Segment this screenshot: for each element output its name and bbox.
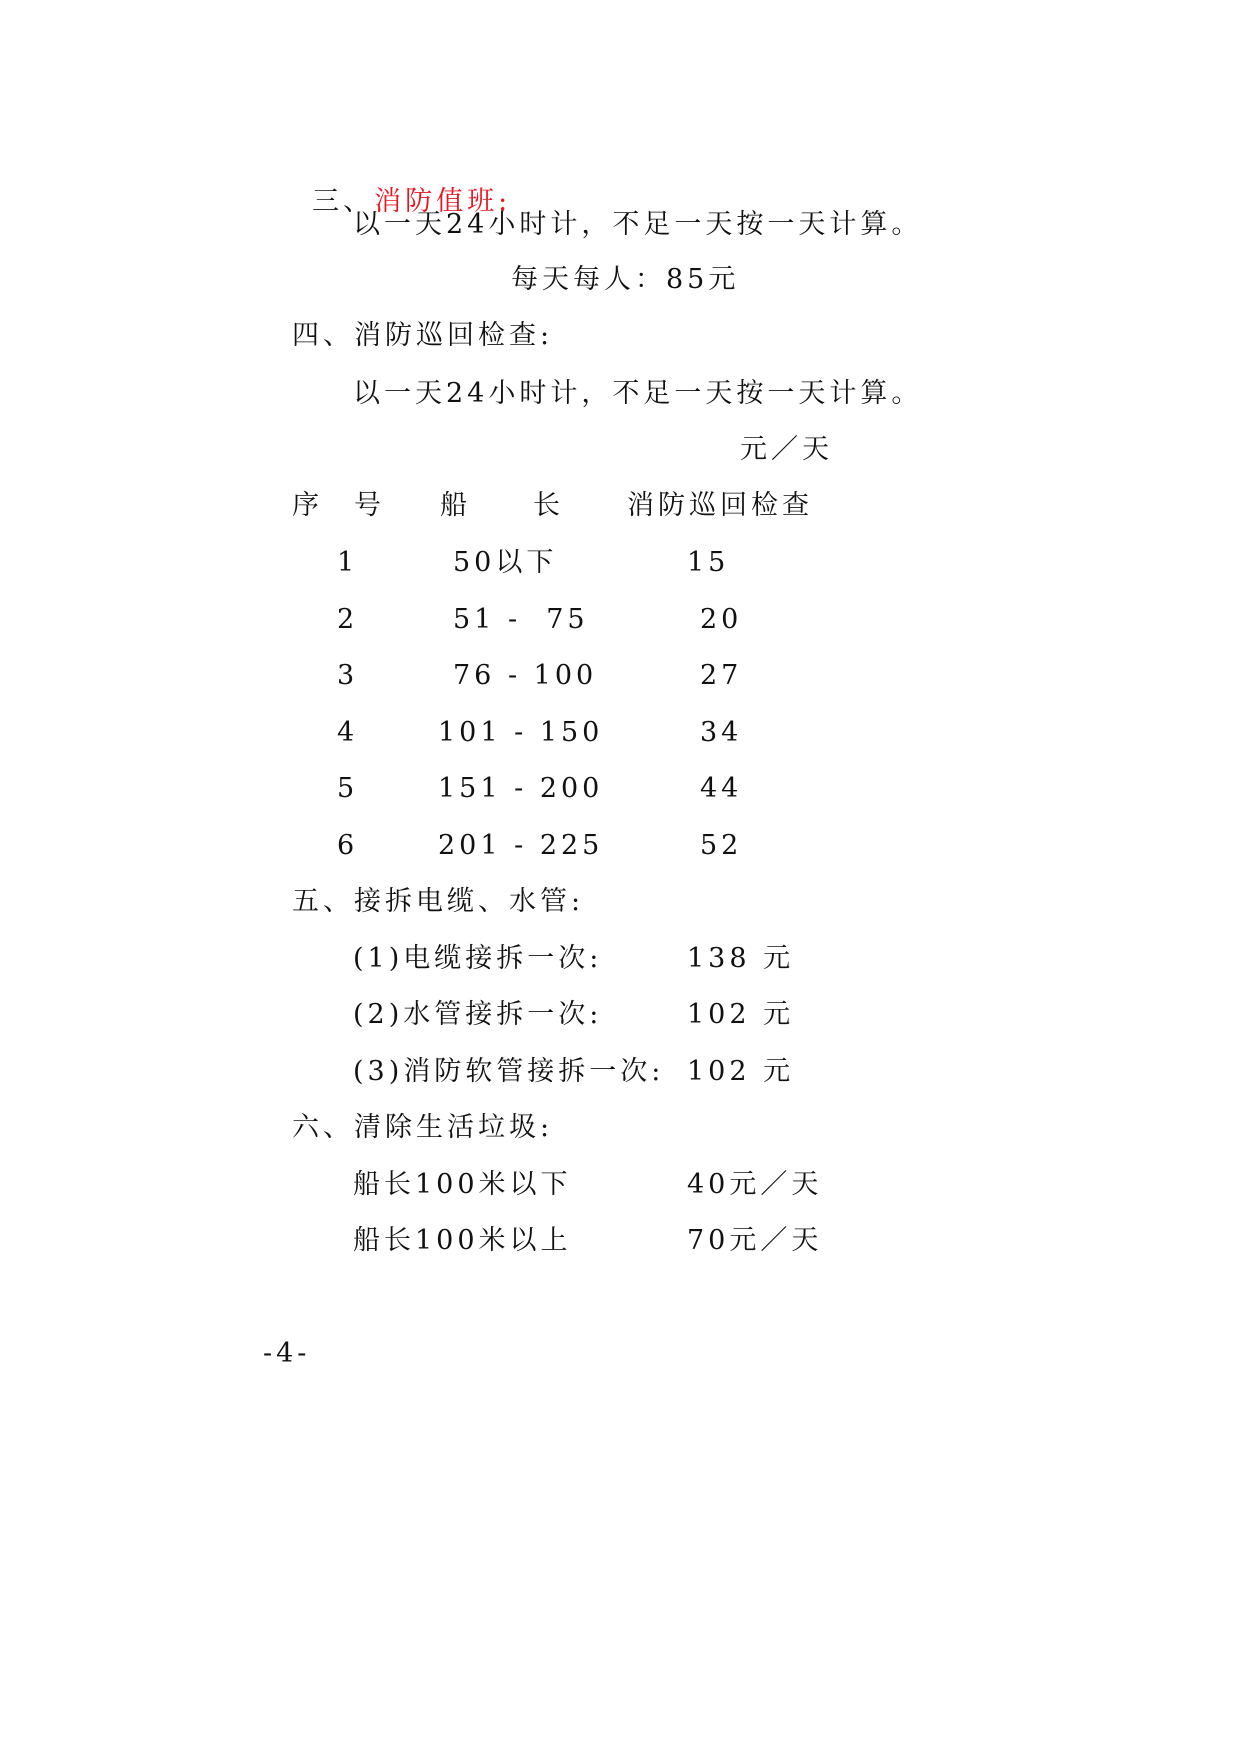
item-value: 138 元 [687, 943, 795, 974]
row-no: 3 [337, 660, 359, 691]
row-length: 101 - 150 [438, 717, 604, 748]
row-no: 5 [337, 773, 359, 804]
section-4-unit: 元／天 [740, 434, 833, 465]
section-4-rule: 以一天24小时计，不足一天按一天计算。 [353, 378, 923, 409]
item-value: 70元／天 [687, 1225, 823, 1256]
table-header-fee: 消防巡回检查 [627, 490, 813, 521]
item-label: 船长100米以下 [353, 1169, 572, 1200]
row-length: 151 - 200 [438, 773, 604, 804]
row-length: 51 - 75 [453, 604, 589, 635]
row-length: 201 - 225 [438, 830, 604, 861]
section-3-rate: 每天每人：85元 [511, 264, 740, 295]
section-5-heading: 五、接拆电缆、水管: [292, 886, 585, 917]
row-fee: 52 [700, 830, 743, 861]
row-fee: 20 [700, 604, 743, 635]
row-no: 4 [337, 717, 359, 748]
table-header-no: 序 号 [292, 490, 385, 521]
row-no: 1 [337, 547, 359, 578]
section-6-heading: 六、清除生活垃圾: [292, 1112, 554, 1143]
section-4-heading: 四、消防巡回检查: [292, 320, 554, 351]
item-value: 40元／天 [687, 1169, 823, 1200]
row-no: 6 [337, 830, 359, 861]
item-label: (3)消防软管接拆一次: [353, 1056, 665, 1087]
row-fee: 15 [687, 547, 730, 578]
section-3-rule: 以一天24小时计，不足一天按一天计算。 [353, 209, 923, 240]
item-value: 102 元 [687, 1056, 795, 1087]
row-fee: 34 [700, 717, 743, 748]
row-no: 2 [337, 604, 359, 635]
item-value: 102 元 [687, 999, 795, 1030]
section-3-title: 消防值班: [374, 186, 512, 217]
table-header-length: 船 长 [440, 490, 564, 521]
row-length: 50以下 [453, 547, 558, 578]
item-label: (1)电缆接拆一次: [353, 943, 603, 974]
section-3-number: 三、 [312, 186, 375, 217]
item-label: (2)水管接拆一次: [353, 999, 603, 1030]
row-length: 76 - 100 [453, 660, 598, 691]
page-number: -4- [263, 1338, 311, 1369]
row-fee: 44 [700, 773, 743, 804]
row-fee: 27 [700, 660, 743, 691]
item-label: 船长100米以上 [353, 1225, 572, 1256]
